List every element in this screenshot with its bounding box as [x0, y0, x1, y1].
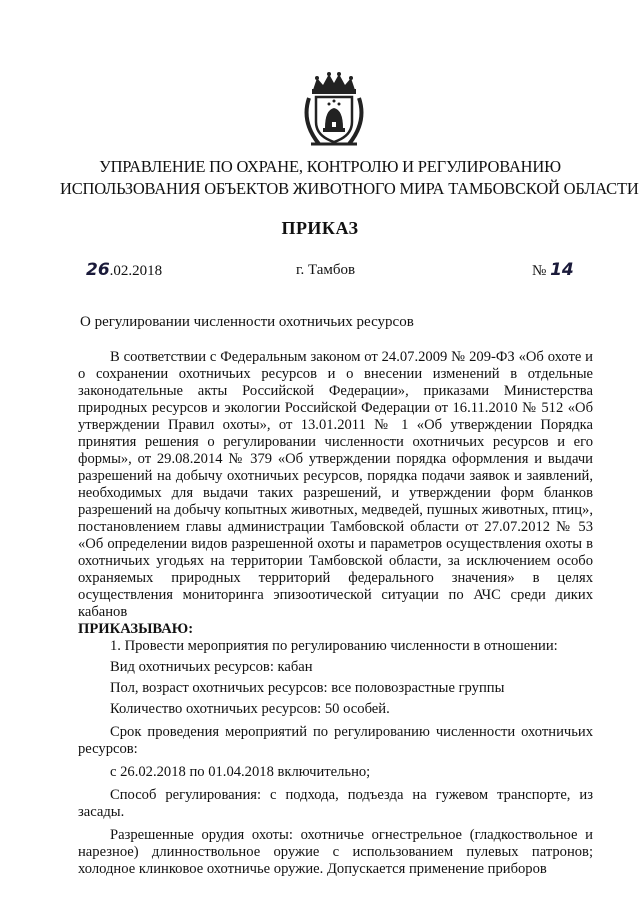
period-value: с 26.02.2018 по 01.04.2018 включительно;: [110, 764, 371, 780]
item-1: 1. Провести мероприятия по регулированию численности в отношении:: [110, 638, 558, 654]
sex-age-line: Пол, возраст охотничьих ресурсов: все половозрастные группы: [110, 680, 505, 696]
document-city: г. Тамбов: [296, 262, 356, 278]
number-label: №: [532, 263, 547, 279]
weapons-paragraph: Разрешенные орудия охоты: охотничье огнестрельное (гладкоствольное и нарезное) длинноствольное оружие с использованием пулевых патронов; холодное клинковое охотничье оружие. Допускается применение приборов: [78, 827, 593, 877]
handwritten-date-day: 26: [86, 260, 110, 280]
tambov-coat-of-arms-emblem: [299, 70, 369, 152]
organization-name-line2: ИСПОЛЬЗОВАНИЯ ОБЪЕКТОВ ЖИВОТНОГО МИРА ТАМБОВСКОЙ ОБЛАСТИ: [60, 179, 639, 198]
date-month-year: .02.2018: [109, 263, 163, 279]
handwritten-number: 14: [550, 260, 574, 280]
document-body: [78, 349, 593, 878]
document-title: ПРИКАЗ: [281, 218, 359, 238]
period-label: Срок проведения мероприятий по регулированию численности охотничьих ресурсов:: [78, 724, 593, 757]
intro-paragraph: В соответствии с Федеральным законом от 24.07.2009 № 209-ФЗ «Об охоте и о сохранении охотничьих ресурсов и о внесении изменений в отдельные законодательные акты Российской Федерации», приказами Министерства природных ресурсов и экологии Российской Федерации от 16.11.2010 № 512 «Об утверждении Правил охоты», от 13.01.2011 № 1 «Об утверждении Порядка принятия решения о регулировании численности охотничьих ресурсов и его формы», от 29.08.2014 № 379 «Об утверждении порядка оформления и выдачи разрешений на добычу охотничьих ресурсов, порядка подачи заявок и заявлений, необходимых для выдачи таких разрешений, и утверждении форм бланков разрешений на добычу копытных животных, медведей, пушных животных, птиц», постановлением главы администрации Тамбовской области от 27.07.2012 № 53 «Об определении видов разрешенной охоты и параметров осуществления охоты в охотничьих угодьях на территории Тамбовской области, за исключением особо охраняемых природных территорий федерального значения» в целях осуществления мониторинга эпизоотической ситуации по АЧС среди диких кабанов: [78, 349, 593, 620]
organization-name-line1: УПРАВЛЕНИЕ ПО ОХРАНЕ, КОНТРОЛЮ И РЕГУЛИРОВАНИЮ: [99, 157, 561, 176]
quantity-line: Количество охотничьих ресурсов: 50 особей.: [110, 701, 390, 717]
order-word: ПРИКАЗЫВАЮ:: [78, 621, 194, 637]
document-number: [532, 260, 574, 281]
document-date: [86, 260, 162, 281]
method-line: Способ регулирования: с подхода, подъезда на гужевом транспорте, из засады.: [78, 787, 593, 820]
document-subject: О регулировании численности охотничьих ресурсов: [80, 314, 414, 330]
species-line: Вид охотничьих ресурсов: кабан: [110, 659, 313, 675]
organization-name: [60, 156, 639, 200]
